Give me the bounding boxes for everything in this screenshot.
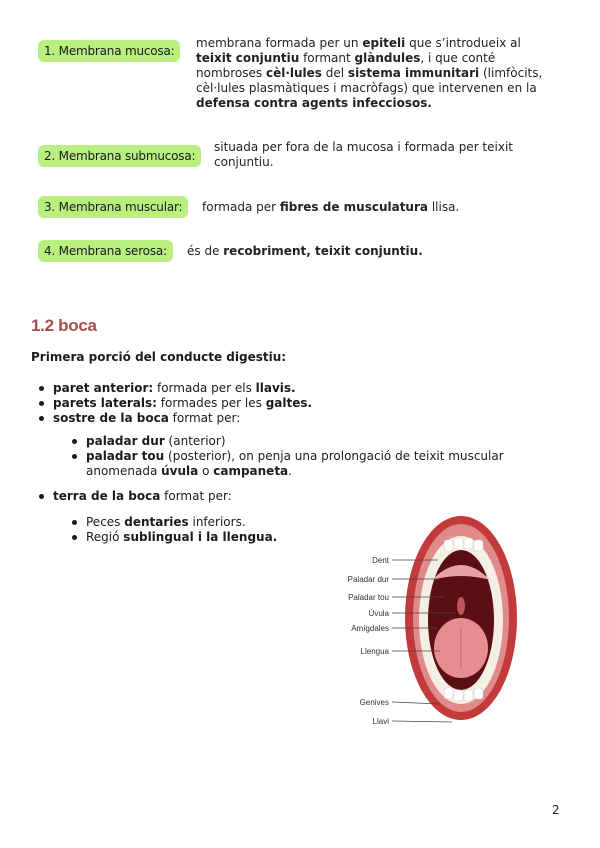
diagram-label: Paladar dur bbox=[347, 575, 389, 584]
floor-list bbox=[53, 489, 353, 504]
section-title: 1.2 boca bbox=[31, 316, 97, 335]
bold-text: defensa contra agents infecciosos. bbox=[196, 96, 432, 110]
bold-text: paret anterior: bbox=[53, 381, 154, 395]
bold-text: sublingual i la llengua. bbox=[123, 530, 278, 544]
roof-list bbox=[86, 434, 526, 479]
floor-items-list bbox=[86, 515, 346, 545]
text-run: Regió bbox=[86, 530, 124, 544]
text-run: . bbox=[288, 464, 292, 478]
page-number: 2 bbox=[552, 803, 560, 817]
bold-text: sistema immunitari bbox=[347, 66, 480, 80]
membrane-description bbox=[187, 244, 527, 259]
diagram-label: Llengua bbox=[360, 647, 389, 656]
bold-text: galtes. bbox=[265, 396, 313, 410]
list-item bbox=[86, 515, 346, 530]
bold-text: llavis. bbox=[255, 381, 296, 395]
text-run: , i que conté nombroses bbox=[196, 51, 496, 80]
bold-text: glàndules bbox=[354, 51, 421, 65]
bold-text: sostre de la boca bbox=[53, 411, 169, 425]
bold-text: epiteli bbox=[362, 36, 406, 50]
text-run: que s’introdueix al bbox=[405, 36, 521, 50]
diagram-label: Llavi bbox=[372, 717, 389, 726]
uvula-shape bbox=[457, 597, 465, 615]
text-run: formades per les bbox=[156, 396, 266, 410]
membrane-label: 1. Membrana mucosa: bbox=[38, 40, 180, 62]
text-run: o bbox=[198, 464, 214, 478]
text-run: formada per bbox=[202, 200, 280, 214]
text-run: (posterior), on penja una prolongació de teixit muscular anomenada bbox=[86, 449, 504, 478]
text-run: format per: bbox=[168, 411, 241, 425]
text-run: (limfòcits, cèl·lules plasmàtiques i macròfags) que intervenen en la bbox=[196, 66, 543, 95]
text-run: inferiors. bbox=[188, 515, 246, 529]
bold-text: paladar dur bbox=[86, 434, 165, 448]
list-item bbox=[53, 396, 573, 411]
diagram-label: Paladar tou bbox=[348, 593, 389, 602]
bold-text: parets laterals: bbox=[53, 396, 157, 410]
text-run: membrana formada per un bbox=[196, 36, 363, 50]
text-run: formant bbox=[299, 51, 355, 65]
diagram-label: Amígdales bbox=[351, 624, 389, 633]
text-run: és de bbox=[187, 244, 224, 258]
text-run: format per: bbox=[160, 489, 232, 503]
bold-text: campaneta bbox=[213, 464, 289, 478]
diagram-label: Dent bbox=[372, 556, 389, 565]
mouth-parts-list bbox=[53, 381, 573, 426]
text-run: Peces bbox=[86, 515, 125, 529]
text-run: llisa. bbox=[428, 200, 460, 214]
bold-text: dentaries bbox=[124, 515, 189, 529]
list-item bbox=[86, 449, 526, 479]
bold-text: paladar tou bbox=[86, 449, 165, 463]
bold-text: recobriment, teixit conjuntiu. bbox=[223, 244, 423, 258]
membrane-label: 3. Membrana muscular: bbox=[38, 196, 188, 218]
bold-text: terra de la boca bbox=[53, 489, 161, 503]
bold-text: teixit conjuntiu bbox=[196, 51, 300, 65]
diagram-label: Genives bbox=[359, 698, 389, 707]
list-item bbox=[86, 434, 526, 449]
membrane-label: 4. Membrana serosa: bbox=[38, 240, 173, 262]
list-item bbox=[53, 381, 573, 396]
bold-text: úvula bbox=[161, 464, 199, 478]
list-item bbox=[53, 489, 353, 504]
membrane-description bbox=[202, 200, 542, 215]
membrane-label: 2. Membrana submucosa: bbox=[38, 145, 201, 167]
membrane-description bbox=[214, 140, 534, 170]
bold-text: fibres de musculatura bbox=[279, 200, 428, 214]
mouth-diagram bbox=[340, 510, 530, 735]
text-run: (anterior) bbox=[164, 434, 226, 448]
text-run: situada per fora de la mucosa i formada per teixit conjuntiu. bbox=[214, 140, 513, 169]
bold-text: cèl·lules bbox=[265, 66, 322, 80]
list-item bbox=[86, 530, 346, 545]
text-run: del bbox=[321, 66, 348, 80]
text-run: formada per els bbox=[153, 381, 256, 395]
membrane-description bbox=[196, 36, 548, 111]
diagram-label: Úvula bbox=[368, 609, 389, 618]
list-item bbox=[53, 411, 573, 426]
section-intro: Primera porció del conducte digestiu: bbox=[31, 350, 287, 364]
